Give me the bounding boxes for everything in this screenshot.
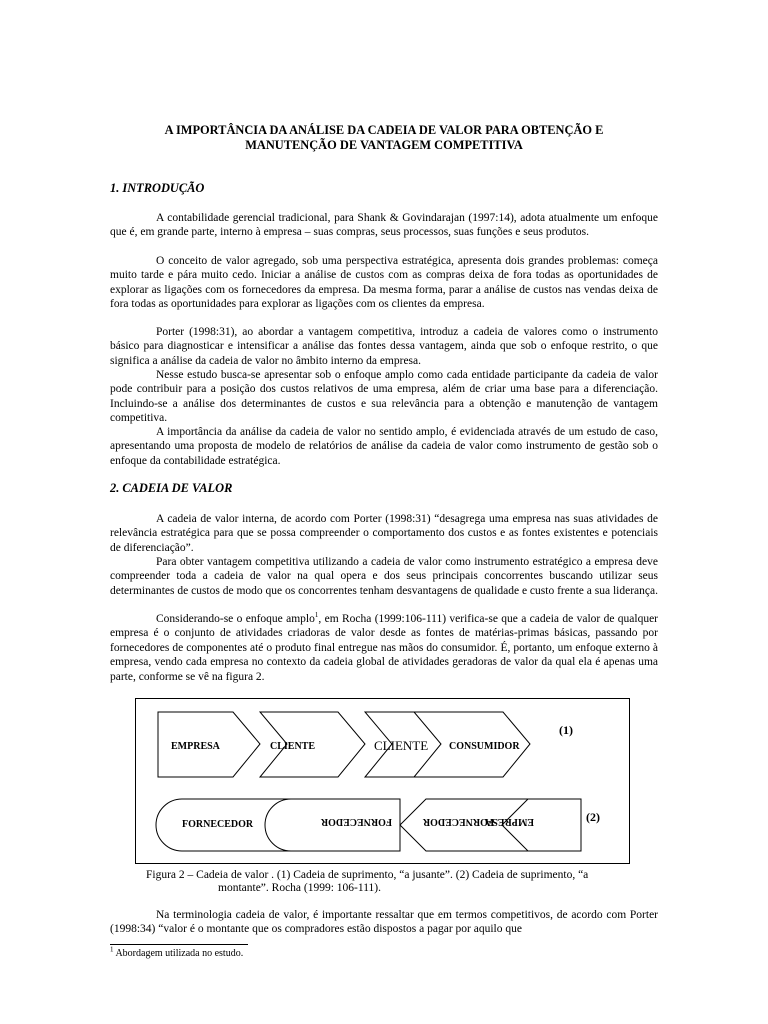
label-fornecedor-flipped-2: FORNECEDOR	[422, 816, 494, 827]
value-chain-figure	[135, 698, 630, 864]
paragraph-text: Considerando-se o enfoque amplo	[156, 613, 315, 625]
footnote-ref[interactable]: 1	[314, 611, 319, 620]
document-title	[110, 123, 658, 153]
paragraph: Porter (1998:31), ao abordar a vantagem competitiva, introduz a cadeia de valores como o instrumento básico para diagnosticar e intensificar a análise das fontes dessa vantagem, ainda que sob o enfoque restrito, o que significa a análise da cadeia de valor no âmbito interno da empresa.	[110, 326, 658, 367]
label-consumidor: CONSUMIDOR	[449, 741, 520, 752]
paragraph: O conceito de valor agregado, sob uma perspectiva estratégica, apresenta dois grandes problemas: começa muito tarde e pára muito cedo. Iniciar a análise de custos com as compras deixa de fora todas as oportunidades de explorar as ligações com os fornecedores da empresa. Da mesma forma, parar a análise de custos nas vendas deixa de fora todas as oportunidades para explorar as ligações com os clientes da empresa.	[110, 255, 658, 311]
caption-line-1: Figura 2 – Cadeia de valor . (1) Cadeia de suprimento, “a jusante”. (2) Cadeia de suprimento, “a	[146, 869, 589, 881]
marker-chain-2: (2)	[586, 810, 600, 824]
paragraph: A importância da análise da cadeia de valor no sentido amplo, é evidenciada através de um estudo de caso, apresentando uma proposta de modelo de relatórios de análise da cadeia de valor como instrumento de gestão sob o enfoque da contabilidade estratégica.	[110, 426, 658, 467]
paragraph: Na terminologia cadeia de valor, é importante ressaltar que em termos competitivos, de acordo com Porter (1998:34) “valor é o montante que os compradores estão dispostos a pagar por aquilo que	[110, 909, 658, 936]
paragraph: A contabilidade gerencial tradicional, para Shank & Govindarajan (1997:14), adota atualmente um enfoque que é, em grande parte, interno à empresa – suas compras, seus processos, suas funções e seus produtos.	[110, 212, 658, 239]
figure-caption	[146, 869, 660, 896]
label-empresa: EMPRESA	[171, 741, 220, 752]
label-fornecedor: FORNECEDOR	[182, 819, 254, 830]
title-line-1: A IMPORTÂNCIA DA ANÁLISE DA CADEIA DE VALOR PARA OBTENÇÃO E	[164, 123, 604, 137]
label-empresa-flipped: EMPRESA	[485, 816, 534, 827]
title-line-2: MANUTENÇÃO DE VANTAGEM COMPETITIVA	[245, 138, 523, 152]
value-chain-diagram	[136, 699, 631, 865]
label-cliente-2: CLIENTE	[374, 738, 429, 753]
paragraph: Nesse estudo busca-se apresentar sob o enfoque amplo como cada entidade participante da cadeia de valor pode contribuir para a posição dos custos relativos de uma empresa, além de criar uma base para a diferenciação. Incluindo-se a análise dos determinantes de custos e sua relevância para a obtenção e manutenção de vantagem competitiva.	[110, 369, 658, 425]
label-cliente: CLIENTE	[270, 741, 316, 752]
paragraph	[110, 612, 658, 684]
marker-chain-1: (1)	[559, 723, 573, 737]
paragraph: Para obter vantagem competitiva utilizando a cadeia de valor como instrumento estratégico a empresa deve compreender toda a cadeia de valor na qual opera e dos seus principais concorrentes buscando utilizar seus determinantes de custos de modo que os concorrentes tenham desvantagens de qualidade e custo frente a sua liderança.	[110, 556, 658, 597]
section-heading-introducao: 1. INTRODUÇÃO	[110, 181, 205, 195]
footnote	[110, 945, 244, 960]
paragraph: A cadeia de valor interna, de acordo com Porter (1998:31) “desagrega uma empresa nas suas atividades de relevância estratégica para que se possa compreender o comportamento dos custos e as fontes existentes e potenciais de diferenciação”.	[110, 513, 658, 554]
paragraph-text: , em Rocha (1999:106-111) verifica-se que a cadeia de valor de qualquer empresa é o conjunto de atividades criadoras de valor desde as fontes de matérias-primas básicas, passando por fornecedores de componentes até o produto final entregue nas mãos do consumidor. É, portanto, um enfoque externo à empresa, vendo cada empresa no contexto da cadeia global de atividades geradoras de valor da qual ela é apenas uma parte, conforme se vê na figura 2.	[110, 613, 659, 683]
label-fornecedor-flipped: FORNECEDOR	[320, 816, 392, 827]
footnote-number: 1	[110, 945, 114, 954]
footnote-divider	[110, 944, 248, 945]
section-heading-cadeia-de-valor: 2. CADEIA DE VALOR	[110, 481, 233, 495]
caption-line-2: montante”. Rocha (1999: 106-111).	[218, 882, 381, 895]
footnote-text: Abordagem utilizada no estudo.	[113, 948, 244, 959]
